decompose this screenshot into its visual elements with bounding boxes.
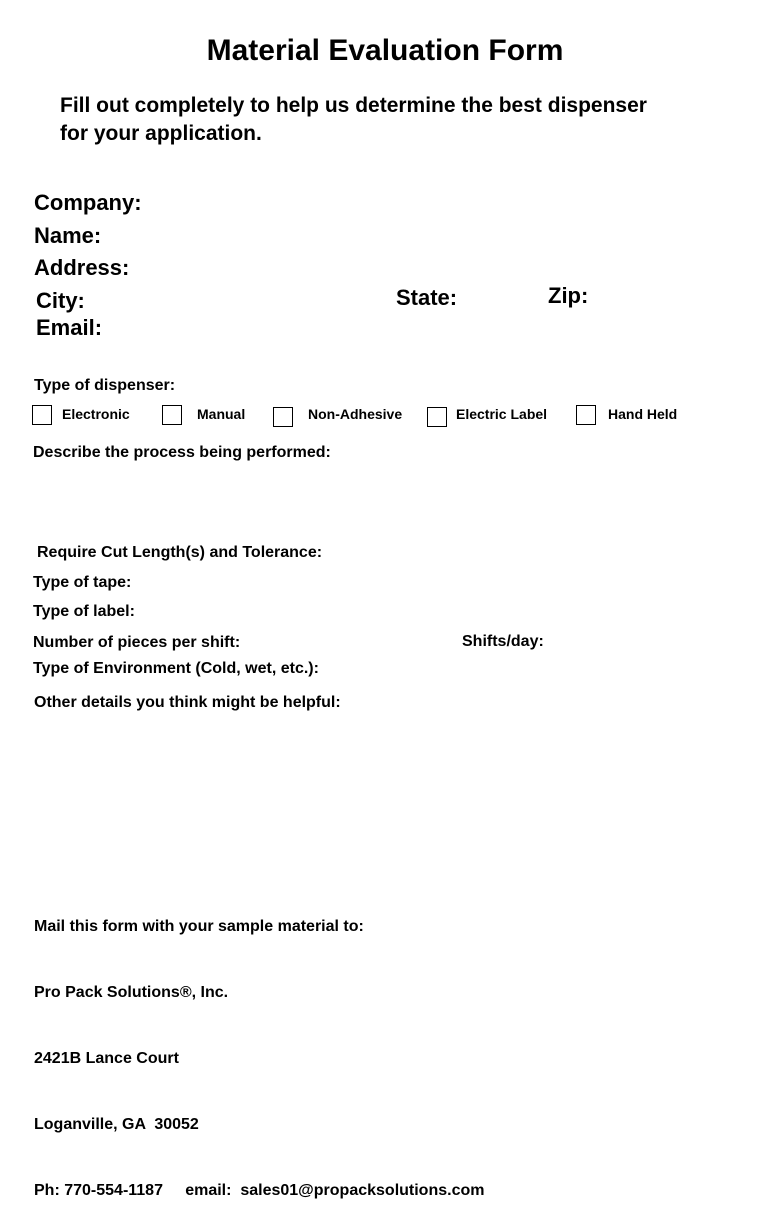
intro-line-1: Fill out completely to help us determine the best dispenser [60, 94, 647, 117]
dispenser-type-heading: Type of dispenser: [34, 377, 176, 394]
phone-email-line: Ph: 770-554-1187 email: sales01@propacksolutions.com [34, 1182, 485, 1199]
state-label: State: [396, 285, 458, 310]
option-non-adhesive-label: Non-Adhesive [308, 406, 403, 422]
checkbox-electric-label[interactable] [427, 407, 447, 427]
environment-type-label: Type of Environment (Cold, wet, etc.): [33, 660, 319, 677]
option-electric-label-label: Electric Label [456, 406, 548, 422]
email-label: Email: [36, 315, 103, 340]
mail-instruction: Mail this form with your sample material to: [34, 918, 364, 935]
shifts-per-day-label: Shifts/day: [462, 633, 544, 650]
intro-line-2: for your application. [60, 122, 262, 145]
pieces-per-shift-label: Number of pieces per shift: [33, 634, 241, 651]
street-address: 2421B Lance Court [34, 1050, 179, 1067]
option-manual-label: Manual [197, 406, 246, 422]
other-details-label: Other details you think might be helpful: [34, 694, 341, 711]
checkbox-non-adhesive[interactable] [273, 407, 293, 427]
tape-type-label: Type of tape: [33, 574, 132, 591]
process-description-label: Describe the process being performed: [33, 444, 331, 461]
form-title: Material Evaluation Form [206, 34, 564, 67]
option-hand-held-label: Hand Held [608, 406, 678, 422]
checkbox-manual[interactable] [162, 405, 182, 425]
company-label: Company: [34, 190, 142, 215]
name-label: Name: [34, 223, 102, 248]
mailing-address-block [34, 872, 484, 1224]
checkbox-hand-held[interactable] [576, 405, 596, 425]
intro-text [60, 92, 720, 148]
label-type-label: Type of label: [33, 603, 135, 620]
company-name: Pro Pack Solutions®, Inc. [34, 984, 229, 1001]
checkbox-electronic[interactable] [32, 405, 52, 425]
option-electronic-label: Electronic [62, 406, 130, 422]
cut-length-label: Require Cut Length(s) and Tolerance: [37, 544, 323, 561]
city-state-zip: Loganville, GA 30052 [34, 1116, 199, 1133]
city-label: City: [36, 288, 85, 313]
zip-label: Zip: [548, 283, 589, 308]
address-label: Address: [34, 255, 130, 280]
